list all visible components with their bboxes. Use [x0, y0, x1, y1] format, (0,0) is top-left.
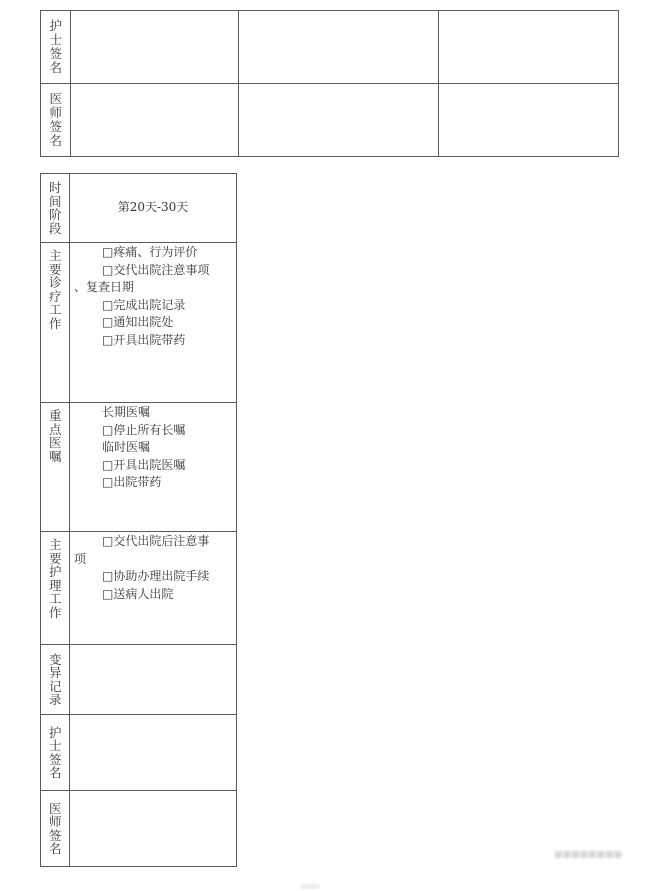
- treatment-row: [41, 243, 237, 403]
- variance-label-cell: [41, 645, 70, 715]
- list-item: □出院带药: [102, 475, 162, 489]
- variance-content: [70, 645, 237, 715]
- doctor-signature-label: 医师签名: [49, 91, 63, 148]
- list-item: □交代出院后注意事: [102, 534, 210, 548]
- doctor-signature-cell: [439, 84, 619, 157]
- nurse-signature-label: 护士签名: [49, 724, 62, 780]
- nursing-row: [41, 532, 237, 645]
- nursing-content: [70, 532, 237, 645]
- orders-label: 重点医嘱: [49, 408, 62, 464]
- treatment-content: [70, 243, 237, 403]
- list-item: 长期医嘱: [102, 405, 151, 419]
- nurse-signature-row: [41, 11, 619, 84]
- doctor-signature-label-cell: [41, 791, 70, 867]
- list-item: □协助办理出院手续: [102, 569, 210, 583]
- doctor-signature-cell: [239, 84, 439, 157]
- doctor-signature-row: [41, 791, 237, 867]
- doctor-signature-cell: [71, 84, 239, 157]
- signature-table: [40, 10, 619, 157]
- period-label-cell: [41, 174, 70, 243]
- nurse-signature-cell: [70, 715, 237, 791]
- orders-label-cell: [41, 403, 70, 532]
- nurse-signature-row: [41, 715, 237, 791]
- nurse-signature-label: 护士签名: [49, 18, 63, 75]
- list-item: 、复查日期: [74, 280, 135, 294]
- doctor-signature-label: 医师签名: [49, 800, 62, 856]
- list-item: □送病人出院: [102, 586, 174, 601]
- list-item: □完成出院记录: [102, 297, 186, 312]
- list-item: □停止所有长嘱: [102, 422, 186, 437]
- treatment-label-cell: [41, 243, 70, 403]
- doctor-signature-row: [41, 84, 619, 157]
- nurse-signature-cell: [439, 11, 619, 84]
- list-item: □开具出院带药: [102, 332, 186, 347]
- list-item: 临时医嘱: [102, 440, 151, 454]
- list-item: □通知出院处: [102, 315, 174, 329]
- nurse-signature-label-cell: [41, 11, 71, 84]
- variance-label: 变异记录: [49, 651, 62, 707]
- treatment-label: 主要诊疗工作: [49, 248, 62, 331]
- period-label: 时间阶段: [49, 180, 62, 236]
- nurse-signature-cell: [71, 11, 239, 84]
- page-indicator: [300, 884, 320, 889]
- nurse-signature-cell: [239, 11, 439, 84]
- list-item: □开具出院医嘱: [102, 457, 186, 472]
- list-item: 项: [74, 551, 87, 566]
- nursing-label: 主要护理工作: [49, 537, 62, 620]
- list-item: □交代出院注意事项: [102, 262, 210, 277]
- list-item: □疼痛、行为评价: [102, 245, 198, 259]
- doctor-signature-label-cell: [41, 84, 71, 157]
- variance-row: [41, 645, 237, 715]
- pathway-table: [40, 173, 237, 867]
- orders-row: [41, 403, 237, 532]
- period-row: [41, 174, 237, 243]
- period-value: 第20天-30天: [70, 174, 237, 243]
- doctor-signature-cell: [70, 791, 237, 867]
- watermark: ■■■■■■■■: [553, 850, 622, 860]
- orders-content: [70, 403, 237, 532]
- nurse-signature-label-cell: [41, 715, 70, 791]
- nursing-label-cell: [41, 532, 70, 645]
